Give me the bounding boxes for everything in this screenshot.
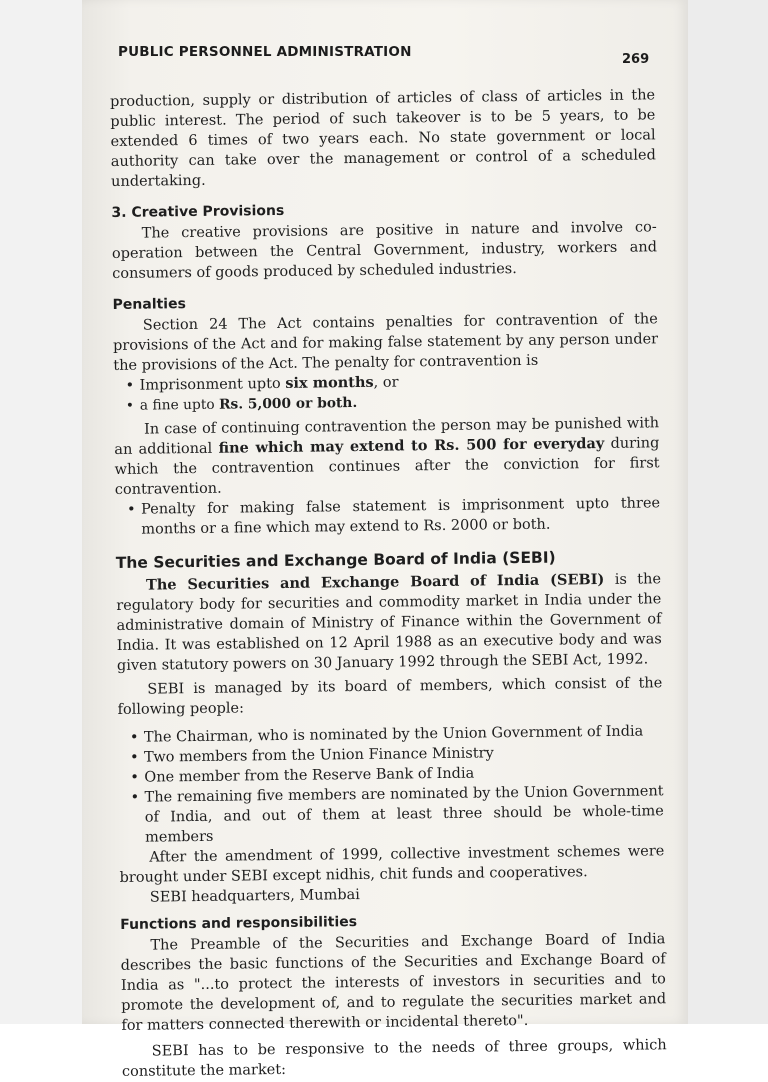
board-member-item: • One member from the Reserve Bank of India [144,761,663,787]
amendment-paragraph: After the amendment of 1999, collective investment schemes were brought under SEBI except nidhis, chit funds and cooperatives. [119,843,665,886]
board-member-item: • Two members from the Union Finance Ministry [144,741,663,767]
running-header-title: PUBLIC PERSONNEL ADMINISTRATION [118,44,412,60]
creative-provisions-heading: 3. Creative Provisions [111,202,285,221]
sebi-intro-paragraph: The Securities and Exchange Board of India (SEBI) is the regulatory body for securities and commodity market in India under the administrative domain of Ministry of Finance within the Government of India. It was established on 12 April 1988 as an executive body and was given statutory powers on 30 January 1992 through the SEBI Act, 1992. [116,570,662,674]
board-member-item: • The Chairman, who is nominated by the Union Government of India [144,721,663,747]
page-body [110,85,667,1082]
penalty-item-false-statement: • Penalty for making false statement is imprisonment upto three months or a fine which may extend to Rs. 2000 or both. [141,493,660,539]
sebi-managed-paragraph: SEBI is managed by its board of members, which consist of the following people: [117,675,663,718]
responsive-paragraph: SEBI has to be responsive to the needs of three groups, which constitute the market: [121,1037,667,1080]
headquarters-line: SEBI headquarters, Mumbai [149,887,360,906]
penalties-text: Section 24 The Act contains penalties for contravention of the provisions of the Act and for making false statement by any person under the provisions of the Act. The penalty for contravention is [113,311,659,374]
penalty-item-fine: • a fine upto Rs. 5,000 or both. [140,389,659,415]
functions-heading: Functions and responsibilities [120,914,358,933]
preamble-paragraph: The Preamble of the Securities and Exchange Board of India describes the basic functions of the Securities and Exchange Board of India as "...to protect the interests of investors in securities and to promote the development of, and to regulate the securities market and for matters connected therewith or incidental thereto". [120,931,667,1034]
sebi-heading: The Securities and Exchange Board of India (SEBI) [115,548,556,572]
penalty-list [113,369,658,416]
board-member-item: • The remaining five members are nominated by the Union Government of India, and out of them at least three should be whole-time members [145,781,665,847]
intro-paragraph: production, supply or distribution of articles of class of articles in the public interest. The period of such takeover is to be 5 years, to be extended 6 times of two years each. No state government or local authority can take over the management or control of a scheduled undertaking. [110,87,656,190]
penalties-heading: Penalties [112,296,186,313]
creative-provisions-text: The creative provisions are positive in nature and involve co-operation between the Central Government, industry, workers and consumers of goods produced by scheduled industries. [111,219,658,282]
false-statement-list [115,493,660,540]
penalty-item-imprisonment: • Imprisonment upto six months, or [139,369,658,395]
page-number: 269 [622,52,650,67]
continuing-contravention-text: In case of continuing contravention the person may be punished with an additional fine which may extend to Rs. 500 for everyday during which the contravention continues after the conviction for first contravention. [114,415,660,498]
background-left [0,0,82,1024]
background-right [688,0,768,1024]
board-members-list [118,721,664,848]
